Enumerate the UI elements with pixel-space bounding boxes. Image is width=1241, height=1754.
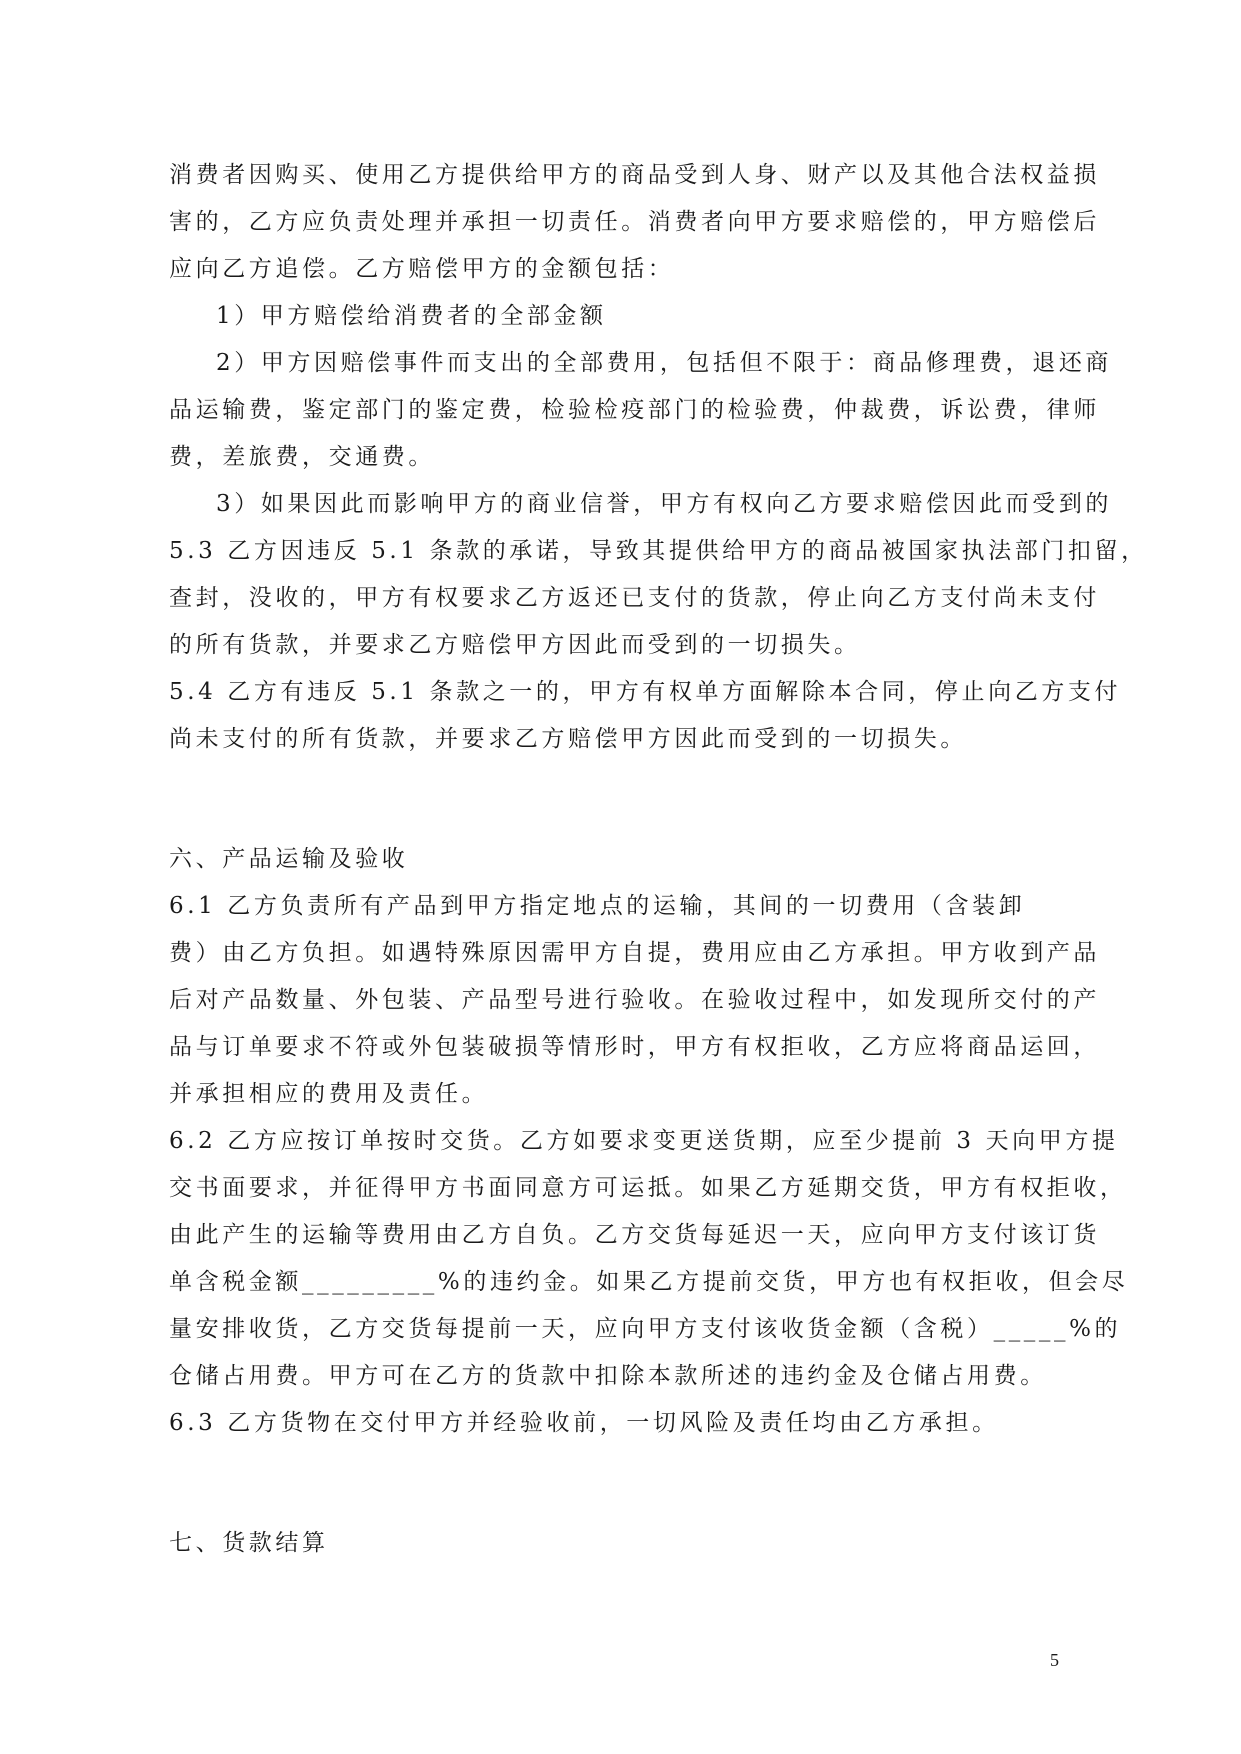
list-item-continuation: 品运输费，鉴定部门的鉴定费，检验检疫部门的检验费，仲裁费，诉讼费，律师 [169,397,1100,423]
clause-6-1-line: 后对产品数量、外包装、产品型号进行验收。在验收过程中，如发现所交付的产 [169,987,1100,1013]
clause-5-3-line: 查封，没收的，甲方有权要求乙方返还已支付的货款，停止向乙方支付尚未支付 [169,585,1100,611]
list-item: 1）甲方赔偿给消费者的全部金额 [216,303,607,329]
page-number: 5 [1050,1650,1059,1670]
paragraph-line: 消费者因购买、使用乙方提供给甲方的商品受到人身、财产以及其他合法权益损 [169,162,1100,188]
clause-5-4-line: 5.4 乙方有违反 5.1 条款之一的，甲方有权单方面解除本合同，停止向乙方支付 [169,679,1122,705]
clause-5-4-line: 尚未支付的所有货款，并要求乙方赔偿甲方因此而受到的一切损失。 [169,726,967,752]
paragraph-line: 应向乙方追偿。乙方赔偿甲方的金额包括： [169,256,675,282]
clause-6-2-line: 单含税金额_________%的违约金。如果乙方提前交货，甲方也有权拒收，但会尽 [169,1269,1129,1295]
clause-6-1-line: 并承担相应的费用及责任。 [169,1081,489,1107]
section-5-continued [169,152,1148,763]
clause-6-1-line: 费）由乙方负担。如遇特殊原因需甲方自提，费用应由乙方承担。甲方收到产品 [169,940,1100,966]
section-6 [169,836,1129,1447]
clause-6-3-line: 6.3 乙方货物在交付甲方并经验收前，一切风险及责任均由乙方承担。 [169,1410,999,1436]
list-item: 3）如果因此而影响甲方的商业信誉，甲方有权向乙方要求赔偿因此而受到的 [216,491,1113,517]
clause-6-2-line: 量安排收货，乙方交货每提前一天，应向甲方支付该收货金额（含税）_____%的 [169,1316,1122,1342]
list-item-continuation: 费，差旅费，交通费。 [169,444,435,470]
clause-6-2-line: 6.2 乙方应按订单按时交货。乙方如要求变更送货期，应至少提前 3 天向甲方提 [169,1128,1119,1154]
section-heading: 七、货款结算 [169,1530,329,1556]
list-item: 2）甲方因赔偿事件而支出的全部费用，包括但不限于：商品修理费，退还商 [216,350,1113,376]
clause-6-2-line: 由此产生的运输等费用由乙方自负。乙方交货每延迟一天，应向甲方支付该订货 [169,1222,1100,1248]
clause-6-1-line: 6.1 乙方负责所有产品到甲方指定地点的运输，其间的一切费用（含装卸 [169,893,1026,919]
clause-6-2-line: 交书面要求，并征得甲方书面同意方可运抵。如果乙方延期交货，甲方有权拒收， [169,1175,1127,1201]
paragraph-line: 害的，乙方应负责处理并承担一切责任。消费者向甲方要求赔偿的，甲方赔偿后 [169,209,1100,235]
clause-5-3-line: 5.3 乙方因违反 5.1 条款的承诺，导致其提供给甲方的商品被国家执法部门扣留， [169,538,1148,564]
section-heading: 六、产品运输及验收 [169,846,409,872]
clause-6-1-line: 品与订单要求不符或外包装破损等情形时，甲方有权拒收，乙方应将商品运回， [169,1034,1100,1060]
clause-6-2-line: 仓储占用费。甲方可在乙方的货款中扣除本款所述的违约金及仓储占用费。 [169,1363,1047,1389]
clause-5-3-line: 的所有货款，并要求乙方赔偿甲方因此而受到的一切损失。 [169,632,861,658]
section-7 [169,1520,1069,1567]
